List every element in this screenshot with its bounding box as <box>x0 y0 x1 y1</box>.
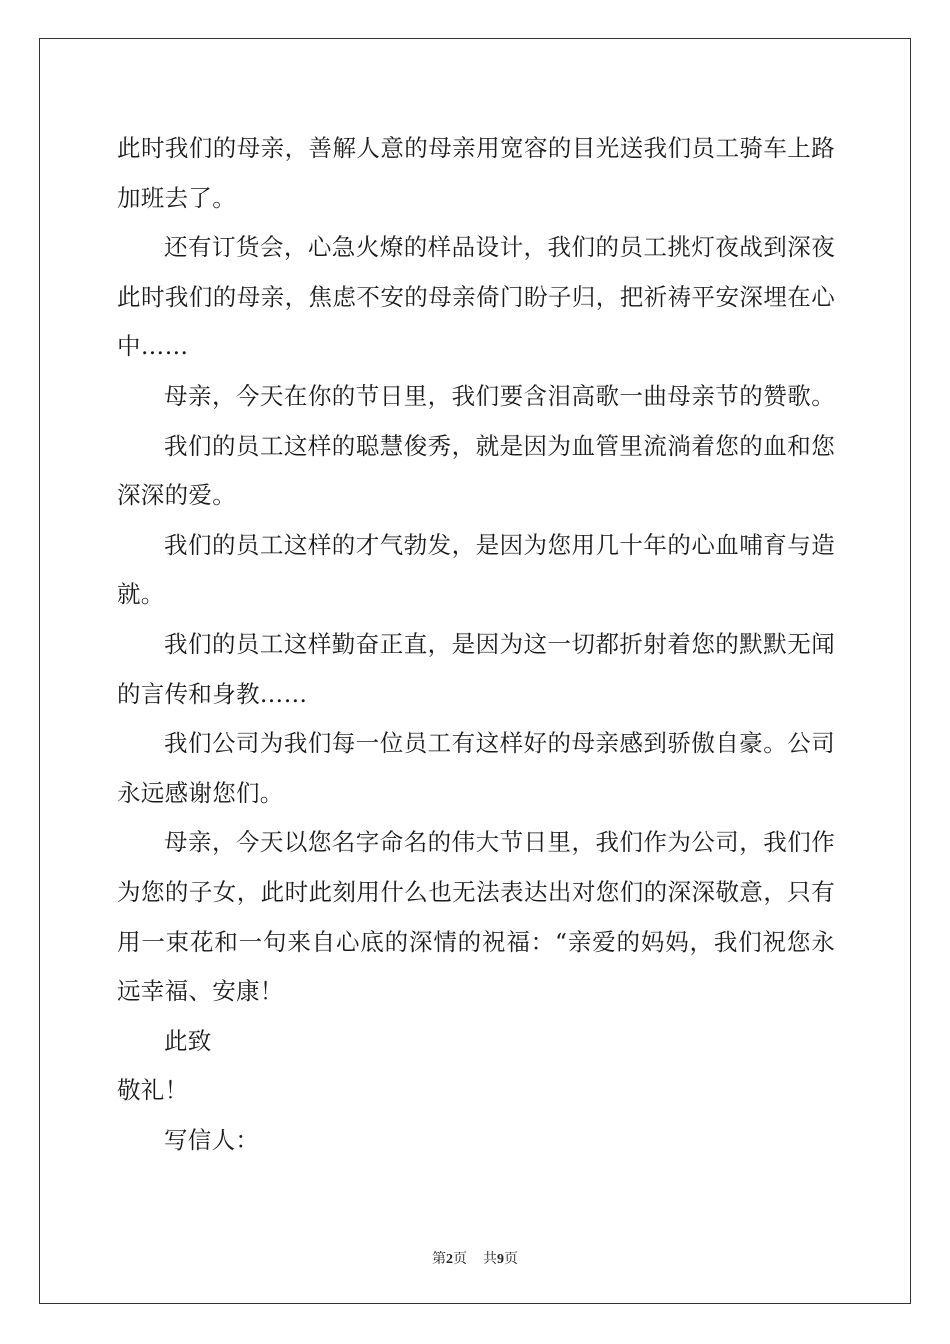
signature-label: 写信人： <box>164 1125 260 1154</box>
text-line: 我们的员工这样勤奋正直，是因为这一切都折射着您的默默无闻 <box>164 629 835 658</box>
text-line: 我们公司为我们每一位员工有这样好的母亲感到骄傲自豪。公司 <box>164 729 835 758</box>
page-footer <box>0 1248 950 1268</box>
text-line: 我们的员工这样的才气勃发，是因为您用几十年的心血哺育与造 <box>164 530 835 559</box>
page-number: 2 <box>446 1252 453 1267</box>
text-line: 永远感谢您们。 <box>117 778 284 807</box>
text-line: 还有订货会，心急火燎的样品设计，我们的员工挑灯夜战到深夜 <box>164 233 835 262</box>
text-line: 的言传和身教…… <box>117 679 308 708</box>
text-line: 母亲，今天在你的节日里，我们要含泪高歌一曲母亲节的赞歌。 <box>164 381 835 410</box>
text-line: 母亲，今天以您名字命名的伟大节日里，我们作为公司，我们作 <box>164 828 835 857</box>
page-prefix: 第 <box>432 1252 446 1267</box>
text-line: 此时我们的母亲，善解人意的母亲用宽容的目光送我们员工骑车上路 <box>117 134 835 162</box>
text-line: 我们的员工这样的聪慧俊秀，就是因为血管里流淌着您的血和您 <box>164 431 835 460</box>
page-suffix: 页 <box>453 1252 467 1267</box>
salutation: 敬礼！ <box>117 1076 189 1105</box>
text-line: 远幸福、安康！ <box>117 977 284 1006</box>
total-suffix: 页 <box>504 1252 518 1267</box>
text-line: 为您的子女，此时此刻用什么也无法表达出对您们的深深敬意，只有 <box>117 877 835 906</box>
total-pages: 9 <box>497 1252 504 1267</box>
text-line: 中…… <box>117 332 189 361</box>
text-line: 深深的爱。 <box>117 481 236 510</box>
letter-body <box>117 124 835 1165</box>
text-line: 加班去了。 <box>117 183 236 212</box>
text-line: 此时我们的母亲，焦虑不安的母亲倚门盼子归，把祈祷平安深埋在心 <box>117 282 835 311</box>
text-line: 就。 <box>117 580 165 609</box>
closing-phrase: 此致 <box>164 1026 212 1055</box>
total-prefix: 共 <box>483 1252 497 1267</box>
text-line: 用一束花和一句来自心底的深情的祝福：“亲爱的妈妈，我们祝您永 <box>117 927 835 956</box>
